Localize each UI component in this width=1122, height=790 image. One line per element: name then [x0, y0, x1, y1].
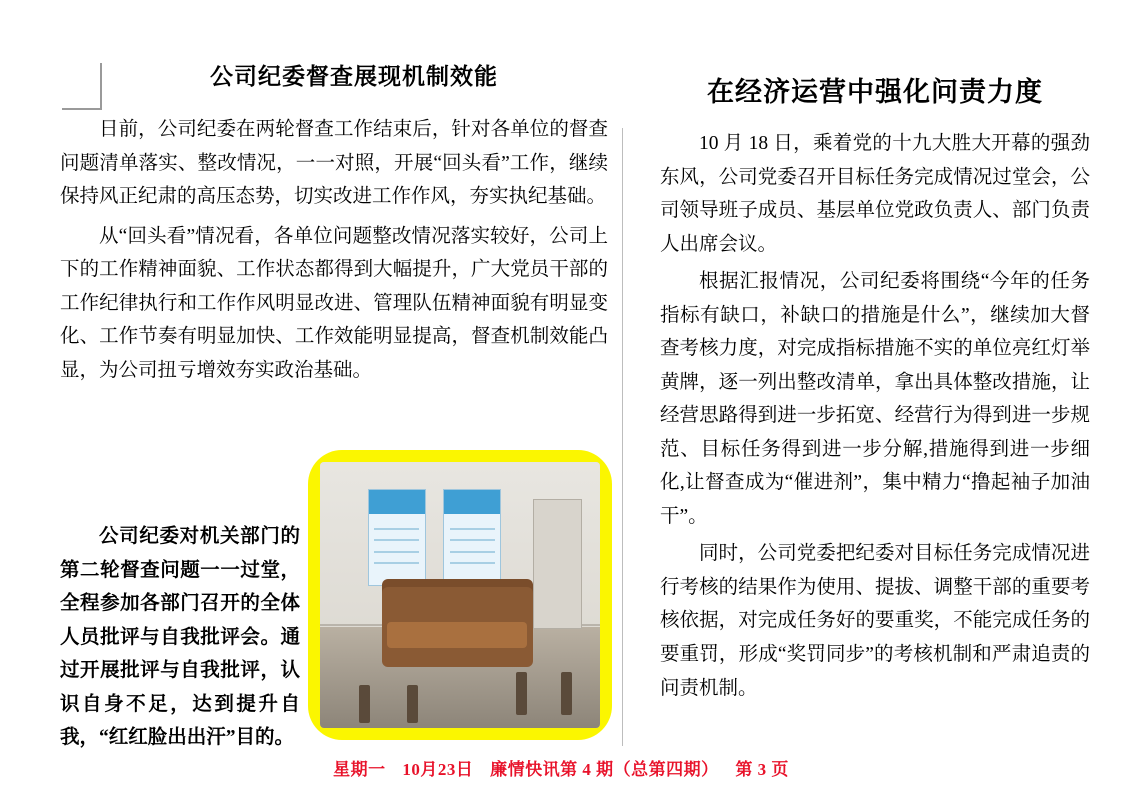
photo-chair-leg — [561, 672, 572, 715]
paragraph: 10 月 18 日，乘着党的十九大胜大开幕的强劲东风，公司党委召开目标任务完成情况过堂会，公司领导班子成员、基层单位党政负责人、部门负责人出席会议。 — [660, 133, 1090, 255]
left-callout-block — [60, 520, 300, 755]
photo-frame — [308, 450, 612, 740]
photo-chair-leg — [407, 685, 418, 722]
column-divider — [622, 128, 623, 746]
left-article-body — [60, 113, 608, 387]
right-column — [660, 58, 1090, 709]
meeting-photo — [320, 462, 600, 728]
photo-chair-leg — [516, 672, 527, 715]
callout-text: 公司纪委对机关部门的第二轮督查问题一一过堂，全程参加各部门召开的全体人员批评与自我批评会。通过开展批评与自我批评，认识自身不足，达到提升自我，“红红脸出出汗”目的。 — [60, 526, 300, 749]
footer-page-number: 第 3 页 — [735, 760, 789, 779]
photo-poster-left — [368, 489, 426, 587]
right-article-headline: 在经济运营中强化问责力度 — [707, 77, 1043, 107]
paragraph: 从“回头看”情况看，各单位问题整改情况落实较好，公司上下的工作精神面貌、工作状态都得到大幅提升，广大党员干部的工作纪律执行和工作作风明显改进、管理队伍精神面貌有明显变化、工作节奏有明显加快、工作效能明显提高，督查机制效能凸显，为公司扭亏增效夯实政治基础。 — [60, 225, 608, 381]
poster-line — [450, 528, 495, 530]
poster-line — [374, 562, 419, 564]
paragraph: 日前，公司纪委在两轮督查工作结束后，针对各单位的督查问题清单落实、整改情况，一一对照，开展“回头看”工作，继续保持风正纪肃的高压态势，切实改进工作作风，夯实执纪基础。 — [60, 119, 608, 208]
photo-poster-right — [443, 489, 501, 587]
right-article-body — [660, 127, 1090, 705]
poster-line — [374, 528, 419, 530]
paragraph: 同时，公司党委把纪委对目标任务完成情况进行考核的结果作为使用、提拔、调整干部的重要考核依据，对完成任务好的要重奖，不能完成任务的要重罚，形成“奖罚同步”的考核机制和严肃追责的问责机制。 — [660, 543, 1090, 699]
page-footer — [0, 755, 1122, 780]
poster-line — [450, 539, 495, 541]
left-article-headline: 公司纪委督查展现机制效能 — [210, 64, 498, 89]
footer-issue: 廉情快讯第 4 期（总第四期） — [490, 760, 719, 779]
poster-line — [450, 551, 495, 553]
poster-line — [374, 551, 419, 553]
photo-chair-leg — [359, 685, 370, 722]
poster-line — [374, 539, 419, 541]
poster-header-band — [444, 490, 500, 515]
left-column — [60, 58, 608, 393]
footer-weekday: 星期一 — [333, 760, 386, 779]
paragraph: 根据汇报情况，公司纪委将围绕“今年的任务指标有缺口，补缺口的措施是什么”，继续加大督查考核力度，对完成指标措施不实的单位亮红灯举黄牌，逐一列出整改清单，拿出具体整改措施，让经营思路得到进一步拓宽、经营行为得到进一步规范、目标任务得到进一步分解,措施得到进一步细化,让督查成为“催进剂”，集中精力“撸起袖子加油干”。 — [660, 271, 1090, 527]
photo-door — [533, 499, 583, 629]
poster-line — [450, 562, 495, 564]
footer-date: 10月23日 — [402, 760, 474, 779]
poster-header-band — [369, 490, 425, 515]
photo-sofa-seat — [387, 622, 527, 649]
